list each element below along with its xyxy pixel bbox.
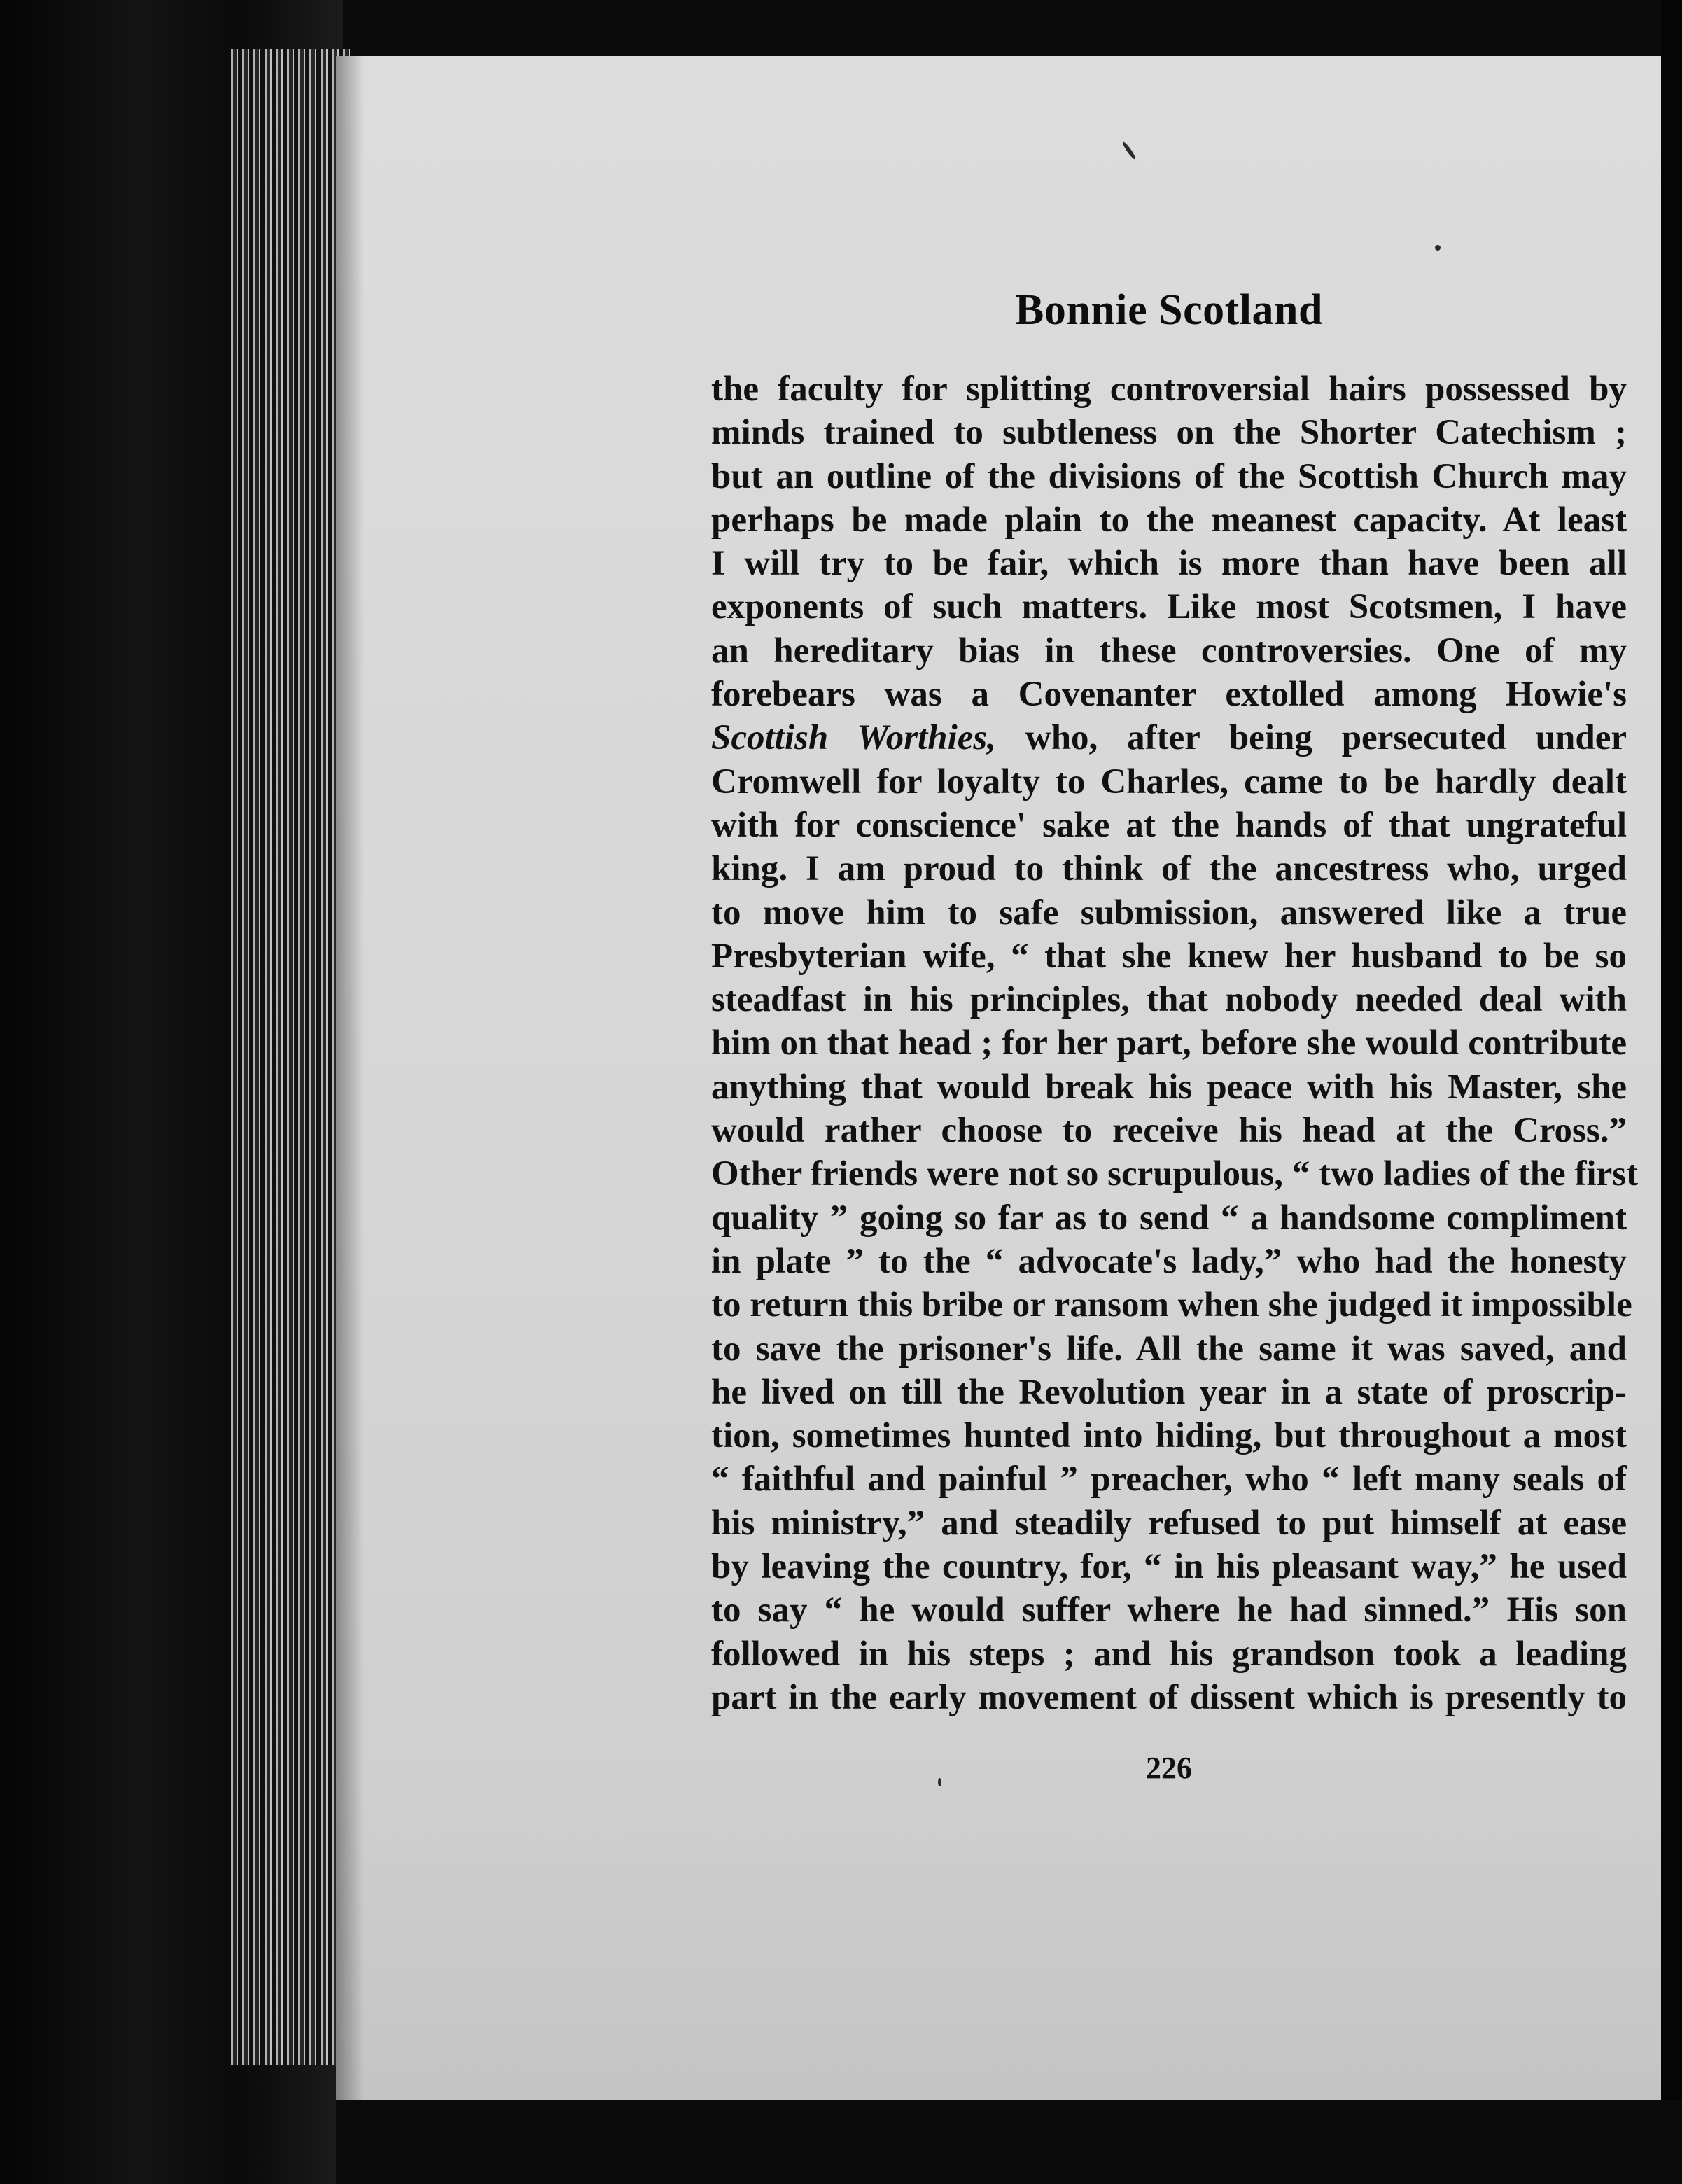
text-line: to return this bribe or ransom when she judged it impossible	[711, 1285, 1632, 1325]
text-line: he lived on till the Revolution year in a state of proscrip-	[711, 1372, 1627, 1412]
text-line: forebears was a Covenanter extolled among Howie's	[711, 675, 1627, 715]
text-line: to move him to safe submission, answered like a true	[711, 892, 1627, 932]
right-scan-border	[1661, 0, 1682, 2184]
text-line: Presbyterian wife, “ that she knew her husband to be so	[711, 936, 1627, 976]
text-line: the faculty for splitting controversial hairs possessed by	[711, 370, 1627, 409]
text-line: him on that head ; for her part, before she would contribute	[711, 1023, 1627, 1063]
running-head: Bonnie Scotland	[1015, 286, 1323, 334]
text-line: I will try to be fair, which is more than have been all	[711, 544, 1627, 584]
italic-book-title: Scottish Worthies,	[711, 718, 996, 758]
text-line: to save the prisoner's life. All the same it was saved, and	[711, 1329, 1627, 1368]
bottom-scan-border	[336, 2100, 1682, 2184]
page-stack-edges	[231, 49, 350, 2065]
body-text	[711, 368, 1639, 1719]
text-line: minds trained to subtleness on the Shorter Catechism ;	[711, 413, 1627, 453]
text-line: with for conscience' sake at the hands of that ungrateful	[711, 805, 1627, 845]
text-line: tion, sometimes hunted into hiding, but throughout a most	[711, 1416, 1627, 1456]
page-number: 226	[1146, 1751, 1192, 1785]
text-line: king. I am proud to think of the ancestress who, urged	[711, 849, 1627, 889]
text-line: perhaps be made plain to the meanest capacity. At least	[711, 500, 1627, 540]
text-line: in plate ” to the “ advocate's lady,” who had the honesty	[711, 1241, 1627, 1281]
text-line: by leaving the country, for, “ in his pleasant way,” he used	[711, 1547, 1627, 1587]
text-line: his ministry,” and steadily refused to put himself at ease	[711, 1503, 1627, 1543]
text-line: quality ” going so far as to send “ a handsome compliment	[711, 1198, 1627, 1238]
text-line: an hereditary bias in these controversies. One of my	[711, 631, 1627, 671]
text-line: exponents of such matters. Like most Scotsmen, I have	[711, 587, 1627, 627]
text-line: would rather choose to receive his head at the Cross.”	[711, 1111, 1627, 1151]
text-line: Cromwell for loyalty to Charles, came to be hardly dealt	[711, 762, 1627, 802]
text-line: but an outline of the divisions of the Scottish Church may	[711, 456, 1627, 496]
text-line-with-italic	[711, 716, 1627, 760]
text-line: steadfast in his principles, that nobody needed deal with	[711, 980, 1627, 1020]
text-line: Other friends were not so scrupulous, “ two ladies of the first	[711, 1154, 1639, 1194]
text-line: anything that would break his peace with his Master, she	[711, 1067, 1627, 1107]
text-line: part in the early movement of dissent which is presently to	[711, 1677, 1627, 1717]
text-line: to say “ he would suffer where he had sinned.” His son	[711, 1590, 1627, 1630]
scan-speck	[1435, 245, 1441, 251]
text-line: “ faithful and painful ” preacher, who “ left many seals of	[711, 1460, 1627, 1499]
text-line: followed in his steps ; and his grandson took a leading	[711, 1634, 1627, 1674]
text-line-rest: who, after being persecuted under	[1025, 718, 1627, 758]
gutter-shadow	[336, 56, 364, 2100]
